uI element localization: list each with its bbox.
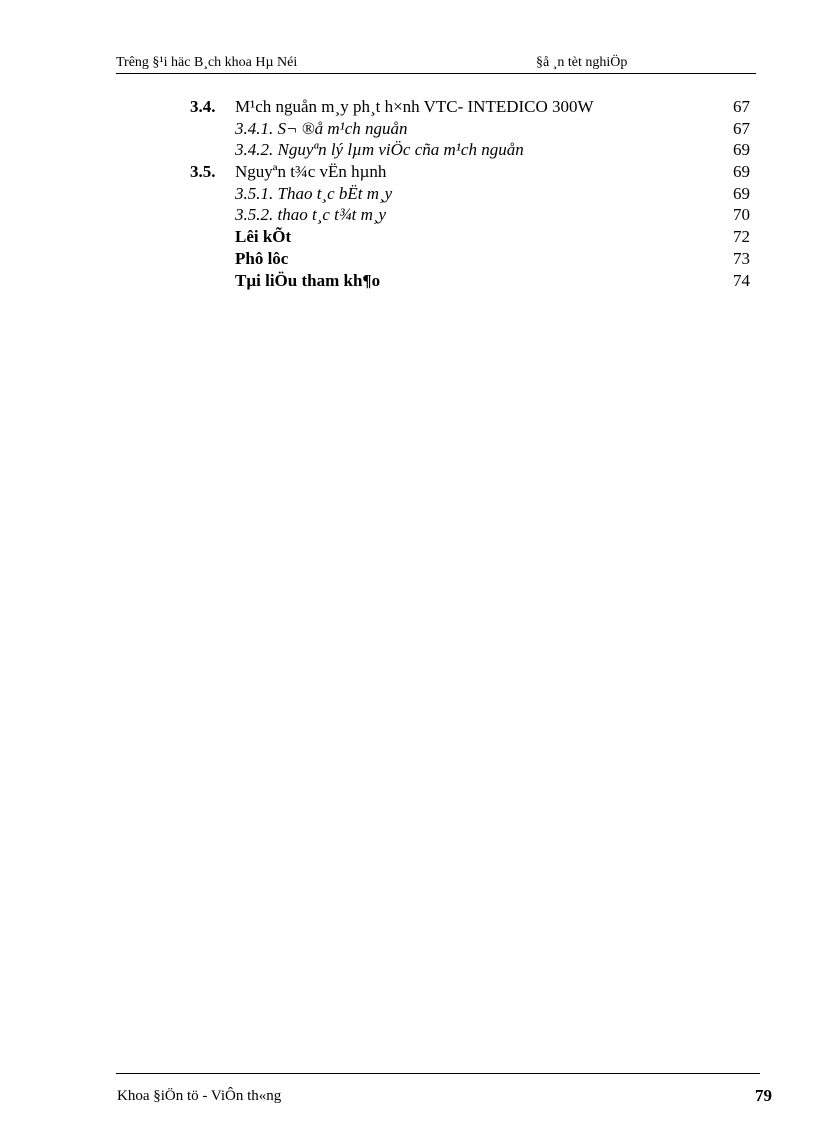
toc-entry-appendix [0, 248, 816, 270]
toc-entry-page: 69 [733, 140, 750, 160]
toc-entry-title: 3.4.2. Nguyªn lý lµm viÖc cña m¹ch nguån [235, 140, 524, 160]
footer-divider [116, 1073, 760, 1074]
toc-entry-title: 3.4.1. S¬ ®å m¹ch nguån [235, 118, 408, 138]
toc-entry-title: Phô lôc [235, 248, 289, 268]
toc-entry-3-4-2 [0, 139, 816, 161]
toc-entry-3-4-1 [0, 118, 816, 140]
toc-entry-page: 70 [733, 205, 750, 225]
toc-entry-title: 3.5.2. thao t¸c t¾t m¸y [235, 205, 387, 225]
header-divider [116, 73, 756, 74]
toc-entry-title: M¹ch nguån m¸y ph¸t h×nh VTC- INTEDICO 300W [235, 97, 594, 116]
toc-entry-page: 74 [733, 270, 750, 290]
toc-entry-3-5 [0, 161, 816, 183]
page-number: 79 [755, 1086, 772, 1105]
toc-entry-page: 67 [733, 97, 750, 116]
toc-entry-title: Tµi liÖu tham kh¶o [235, 270, 381, 290]
toc-entry-number: 3.5. [190, 162, 216, 182]
toc-entry-page: 69 [733, 183, 750, 203]
header-institution: Trêng §¹i häc B¸ch khoa Hµ Néi [116, 55, 298, 70]
toc-entry-title: Lêi kÕt [235, 227, 292, 247]
header-document-type: §å ¸n tèt nghiÖp [536, 55, 628, 70]
toc-entry-3-4 [0, 96, 816, 118]
toc-entry-page: 67 [733, 118, 750, 138]
footer-department: Khoa §iÖn tö - ViÔn th«ng [117, 1088, 282, 1104]
toc-entry-page: 69 [733, 162, 750, 182]
toc-entry-number: 3.4. [190, 97, 216, 116]
toc-entry-page: 73 [733, 248, 750, 268]
toc-entry-title: Nguyªn t¾c vËn hµnh [235, 162, 387, 182]
table-of-contents [0, 96, 816, 291]
toc-entry-title: 3.5.1. Thao t¸c bËt m¸y [235, 183, 393, 203]
toc-entry-page: 72 [733, 227, 750, 247]
toc-entry-3-5-1 [0, 183, 816, 205]
toc-entry-3-5-2 [0, 204, 816, 226]
toc-entry-conclusion [0, 226, 816, 248]
page-header [116, 54, 756, 74]
toc-entry-references [0, 270, 816, 292]
